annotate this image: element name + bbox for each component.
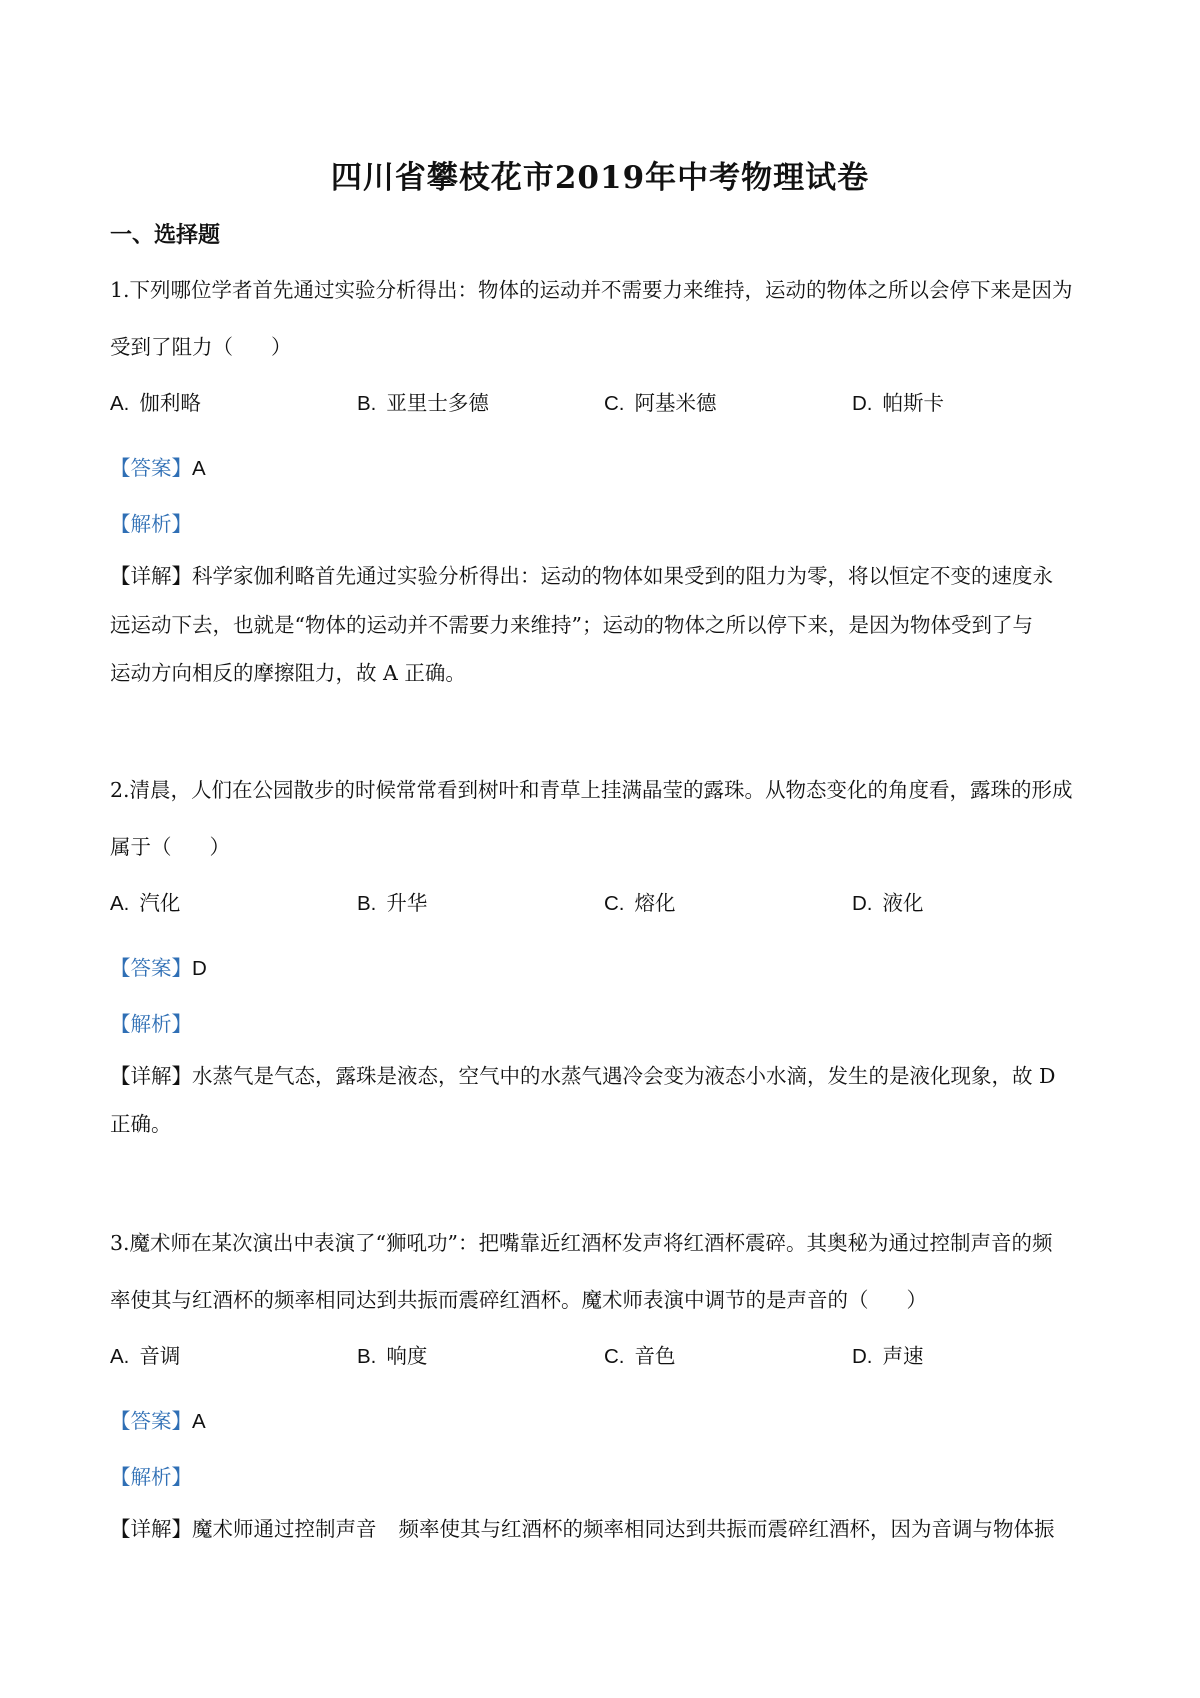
option-text: 帕斯卡 bbox=[882, 391, 944, 415]
q3-stem-line-2 bbox=[110, 1286, 1100, 1314]
q1-analysis bbox=[110, 510, 1100, 538]
q3-detail-part-1: 【详解】魔术师通过控制声音 bbox=[110, 1517, 377, 1541]
q3-detail-part-2: 频率使其与红酒杯的频率相同达到共振而震碎红酒杯，因为音调与物体振 bbox=[398, 1517, 1055, 1541]
q3-stem-close: ） bbox=[906, 1288, 927, 1312]
q3-option-d bbox=[852, 1342, 924, 1371]
q3-option-b bbox=[357, 1342, 427, 1371]
q1-option-c bbox=[604, 389, 717, 418]
q3-stem-line-1: 3.魔术师在某次演出中表演了“狮吼功”：把嘴靠近红酒杯发声将红酒杯震碎。其奥秘为通过控制声音的频 bbox=[110, 1231, 1053, 1255]
q2-detail-line-1: 【详解】水蒸气是气态，露珠是液态，空气中的水蒸气遇冷会变为液态小水滴，发生的是液化现象，故 D bbox=[110, 1064, 1056, 1088]
option-text: 音调 bbox=[139, 1344, 181, 1368]
q2-detail-line-2: 正确。 bbox=[110, 1112, 172, 1136]
q3-answer bbox=[110, 1407, 1100, 1436]
q3-analysis bbox=[110, 1463, 1100, 1491]
option-text: 声速 bbox=[882, 1344, 924, 1368]
q2-answer bbox=[110, 954, 1100, 983]
q1-stem-text: 受到了阻力（ bbox=[110, 335, 233, 359]
option-text: 伽利略 bbox=[139, 391, 201, 415]
answer-value: D bbox=[192, 957, 207, 980]
q2-stem-close: ） bbox=[209, 835, 230, 859]
option-letter: A. bbox=[110, 392, 130, 415]
option-text: 亚里士多德 bbox=[386, 391, 489, 415]
page-title: 四川省攀枝花市2019年中考物理试卷 bbox=[330, 160, 870, 196]
option-letter: B. bbox=[357, 1345, 377, 1368]
q1-option-b bbox=[357, 389, 489, 418]
option-letter: B. bbox=[357, 392, 377, 415]
option-text: 音色 bbox=[634, 1344, 676, 1368]
q2-stem-line-1: 2.清晨，人们在公园散步的时候常常看到树叶和青草上挂满晶莹的露珠。从物态变化的角度看，露珠的形成 bbox=[110, 778, 1073, 802]
option-letter: C. bbox=[604, 892, 625, 915]
option-text: 阿基米德 bbox=[634, 391, 717, 415]
q1-answer bbox=[110, 454, 1100, 483]
analysis-label: 【解析】 bbox=[110, 512, 192, 536]
option-letter: C. bbox=[604, 1345, 625, 1368]
analysis-label: 【解析】 bbox=[110, 1012, 192, 1036]
q3-stem-text: 率使其与红酒杯的频率相同达到共振而震碎红酒杯。魔术师表演中调节的是声音的（ bbox=[110, 1288, 869, 1312]
option-letter: A. bbox=[110, 1345, 130, 1368]
option-text: 汽化 bbox=[139, 891, 181, 915]
answer-value: A bbox=[192, 1410, 206, 1433]
option-letter: D. bbox=[852, 1345, 873, 1368]
q1-option-d bbox=[852, 389, 944, 418]
option-text: 液化 bbox=[882, 891, 924, 915]
q1-option-a bbox=[110, 389, 201, 418]
q2-analysis bbox=[110, 1010, 1100, 1038]
q2-option-d bbox=[852, 889, 924, 918]
q1-detail-line-2: 远运动下去，也就是“物体的运动并不需要力来维持”；运动的物体之所以停下来，是因为物体受到了与 bbox=[110, 613, 1033, 637]
q2-stem-line-2 bbox=[110, 833, 1100, 861]
option-letter: D. bbox=[852, 392, 873, 415]
q3-detail-line-1 bbox=[110, 1515, 1100, 1543]
option-text: 响度 bbox=[386, 1344, 428, 1368]
option-text: 熔化 bbox=[634, 891, 676, 915]
q1-detail-line-1: 【详解】科学家伽利略首先通过实验分析得出：运动的物体如果受到的阻力为零，将以恒定不变的速度永 bbox=[110, 564, 1053, 588]
q2-option-b bbox=[357, 889, 427, 918]
q1-stem-line-1: 1.下列哪位学者首先通过实验分析得出：物体的运动并不需要力来维持，运动的物体之所以会停下来是因为 bbox=[110, 278, 1073, 302]
option-letter: C. bbox=[604, 392, 625, 415]
q3-option-a bbox=[110, 1342, 180, 1371]
answer-label: 【答案】 bbox=[110, 1409, 192, 1433]
option-text: 升华 bbox=[386, 891, 428, 915]
q3-option-c bbox=[604, 1342, 676, 1371]
answer-value: A bbox=[192, 457, 206, 480]
q2-option-a bbox=[110, 889, 180, 918]
q2-option-c bbox=[604, 889, 676, 918]
analysis-label: 【解析】 bbox=[110, 1465, 192, 1489]
answer-label: 【答案】 bbox=[110, 456, 192, 480]
answer-label: 【答案】 bbox=[110, 956, 192, 980]
option-letter: B. bbox=[357, 892, 377, 915]
q2-stem-text: 属于（ bbox=[110, 835, 172, 859]
section-heading: 一、选择题 bbox=[110, 222, 221, 248]
option-letter: D. bbox=[852, 892, 873, 915]
q1-stem-line-2 bbox=[110, 333, 1100, 361]
option-letter: A. bbox=[110, 892, 130, 915]
q1-detail-line-3: 运动方向相反的摩擦阻力，故 A 正确。 bbox=[110, 661, 466, 685]
q1-stem-close: ） bbox=[271, 335, 292, 359]
